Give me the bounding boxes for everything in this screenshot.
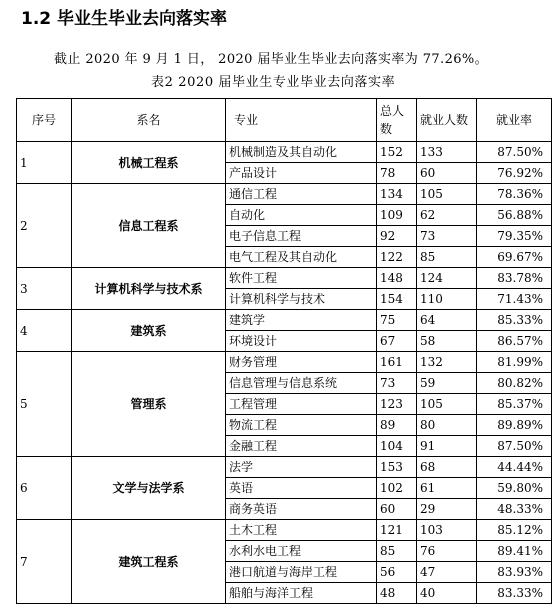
employed-count: 85: [417, 247, 477, 268]
employed-count: 64: [417, 310, 477, 331]
employed-count: 91: [417, 436, 477, 457]
row-index: 3: [17, 268, 72, 310]
major-name: 英语: [226, 478, 377, 499]
table-row: [17, 184, 552, 205]
header-major: 专业: [226, 99, 377, 142]
employment-rate: 81.99%: [477, 352, 552, 373]
header-total: 总人数: [377, 99, 417, 142]
employment-rate: 85.12%: [477, 520, 552, 541]
table-row: [17, 457, 552, 478]
total-count: 67: [377, 331, 417, 352]
employment-rate: 79.35%: [477, 226, 552, 247]
employment-rate: 69.67%: [477, 247, 552, 268]
employed-count: 40: [417, 583, 477, 604]
employment-rate-table: [16, 98, 552, 604]
header-index: 序号: [17, 99, 72, 142]
table-row: [17, 268, 552, 289]
row-index: 2: [17, 184, 72, 268]
row-index: 6: [17, 457, 72, 520]
row-index: 5: [17, 352, 72, 457]
major-name: 船舶与海洋工程: [226, 583, 377, 604]
table-row: [17, 310, 552, 331]
total-count: 48: [377, 583, 417, 604]
employment-rate: 87.50%: [477, 436, 552, 457]
employed-count: 29: [417, 499, 477, 520]
employed-count: 58: [417, 331, 477, 352]
employment-rate: 85.37%: [477, 394, 552, 415]
employed-count: 47: [417, 562, 477, 583]
total-count: 78: [377, 163, 417, 184]
department-name: 计算机科学与技术系: [72, 268, 226, 310]
major-name: 法学: [226, 457, 377, 478]
row-index: 7: [17, 520, 72, 604]
major-name: 环境设计: [226, 331, 377, 352]
employed-count: 105: [417, 394, 477, 415]
major-name: 建筑学: [226, 310, 377, 331]
department-name: 文学与法学系: [72, 457, 226, 520]
section-title: 1.2 毕业生毕业去向落实率: [21, 9, 228, 29]
employment-rate: 83.93%: [477, 562, 552, 583]
table-row: [17, 352, 552, 373]
total-count: 154: [377, 289, 417, 310]
employment-rate: 76.92%: [477, 163, 552, 184]
major-name: 金融工程: [226, 436, 377, 457]
total-count: 73: [377, 373, 417, 394]
header-employed: 就业人数: [417, 99, 477, 142]
header-rate: 就业率: [477, 99, 552, 142]
table-row: [17, 142, 552, 163]
major-name: 自动化: [226, 205, 377, 226]
employment-rate: 89.89%: [477, 415, 552, 436]
department-name: 机械工程系: [72, 142, 226, 184]
employment-rate: 71.43%: [477, 289, 552, 310]
major-name: 财务管理: [226, 352, 377, 373]
row-index: 4: [17, 310, 72, 352]
employed-count: 76: [417, 541, 477, 562]
employed-count: 110: [417, 289, 477, 310]
total-count: 75: [377, 310, 417, 331]
total-count: 102: [377, 478, 417, 499]
table-body: [17, 142, 552, 604]
department-name: 建筑工程系: [72, 520, 226, 604]
employed-count: 62: [417, 205, 477, 226]
employed-count: 124: [417, 268, 477, 289]
employment-rate: 59.80%: [477, 478, 552, 499]
employment-rate: 83.78%: [477, 268, 552, 289]
total-count: 104: [377, 436, 417, 457]
major-name: 软件工程: [226, 268, 377, 289]
intro-text: 截止 2020 年 9 月 1 日， 2020 届毕业生毕业去向落实率为 77.26%。: [54, 52, 489, 67]
major-name: 水利水电工程: [226, 541, 377, 562]
employment-rate: 87.50%: [477, 142, 552, 163]
total-count: 85: [377, 541, 417, 562]
employment-rate: 83.33%: [477, 583, 552, 604]
row-index: 1: [17, 142, 72, 184]
employment-rate: 56.88%: [477, 205, 552, 226]
major-name: 电气工程及其自动化: [226, 247, 377, 268]
employment-rate: 86.57%: [477, 331, 552, 352]
table-row: [17, 520, 552, 541]
employed-count: 80: [417, 415, 477, 436]
employed-count: 133: [417, 142, 477, 163]
major-name: 通信工程: [226, 184, 377, 205]
major-name: 商务英语: [226, 499, 377, 520]
employment-rate: 48.33%: [477, 499, 552, 520]
major-name: 产品设计: [226, 163, 377, 184]
employment-rate: 85.33%: [477, 310, 552, 331]
major-name: 物流工程: [226, 415, 377, 436]
table-caption: 表2 2020 届毕业生专业毕业去向落实率: [151, 75, 396, 90]
major-name: 土木工程: [226, 520, 377, 541]
total-count: 60: [377, 499, 417, 520]
employment-rate: 44.44%: [477, 457, 552, 478]
header-department: 系名: [72, 99, 226, 142]
total-count: 92: [377, 226, 417, 247]
department-name: 信息工程系: [72, 184, 226, 268]
table-header-row: [17, 99, 552, 142]
employed-count: 61: [417, 478, 477, 499]
employment-rate: 78.36%: [477, 184, 552, 205]
employed-count: 59: [417, 373, 477, 394]
total-count: 152: [377, 142, 417, 163]
total-count: 134: [377, 184, 417, 205]
total-count: 122: [377, 247, 417, 268]
major-name: 计算机科学与技术: [226, 289, 377, 310]
employed-count: 105: [417, 184, 477, 205]
department-name: 管理系: [72, 352, 226, 457]
major-name: 机械制造及其自动化: [226, 142, 377, 163]
employed-count: 103: [417, 520, 477, 541]
major-name: 港口航道与海岸工程: [226, 562, 377, 583]
total-count: 123: [377, 394, 417, 415]
employed-count: 68: [417, 457, 477, 478]
total-count: 161: [377, 352, 417, 373]
employed-count: 132: [417, 352, 477, 373]
total-count: 153: [377, 457, 417, 478]
total-count: 148: [377, 268, 417, 289]
department-name: 建筑系: [72, 310, 226, 352]
total-count: 89: [377, 415, 417, 436]
employment-rate: 80.82%: [477, 373, 552, 394]
employment-rate: 89.41%: [477, 541, 552, 562]
total-count: 109: [377, 205, 417, 226]
employed-count: 60: [417, 163, 477, 184]
major-name: 电子信息工程: [226, 226, 377, 247]
major-name: 工程管理: [226, 394, 377, 415]
total-count: 56: [377, 562, 417, 583]
major-name: 信息管理与信息系统: [226, 373, 377, 394]
employed-count: 73: [417, 226, 477, 247]
total-count: 121: [377, 520, 417, 541]
